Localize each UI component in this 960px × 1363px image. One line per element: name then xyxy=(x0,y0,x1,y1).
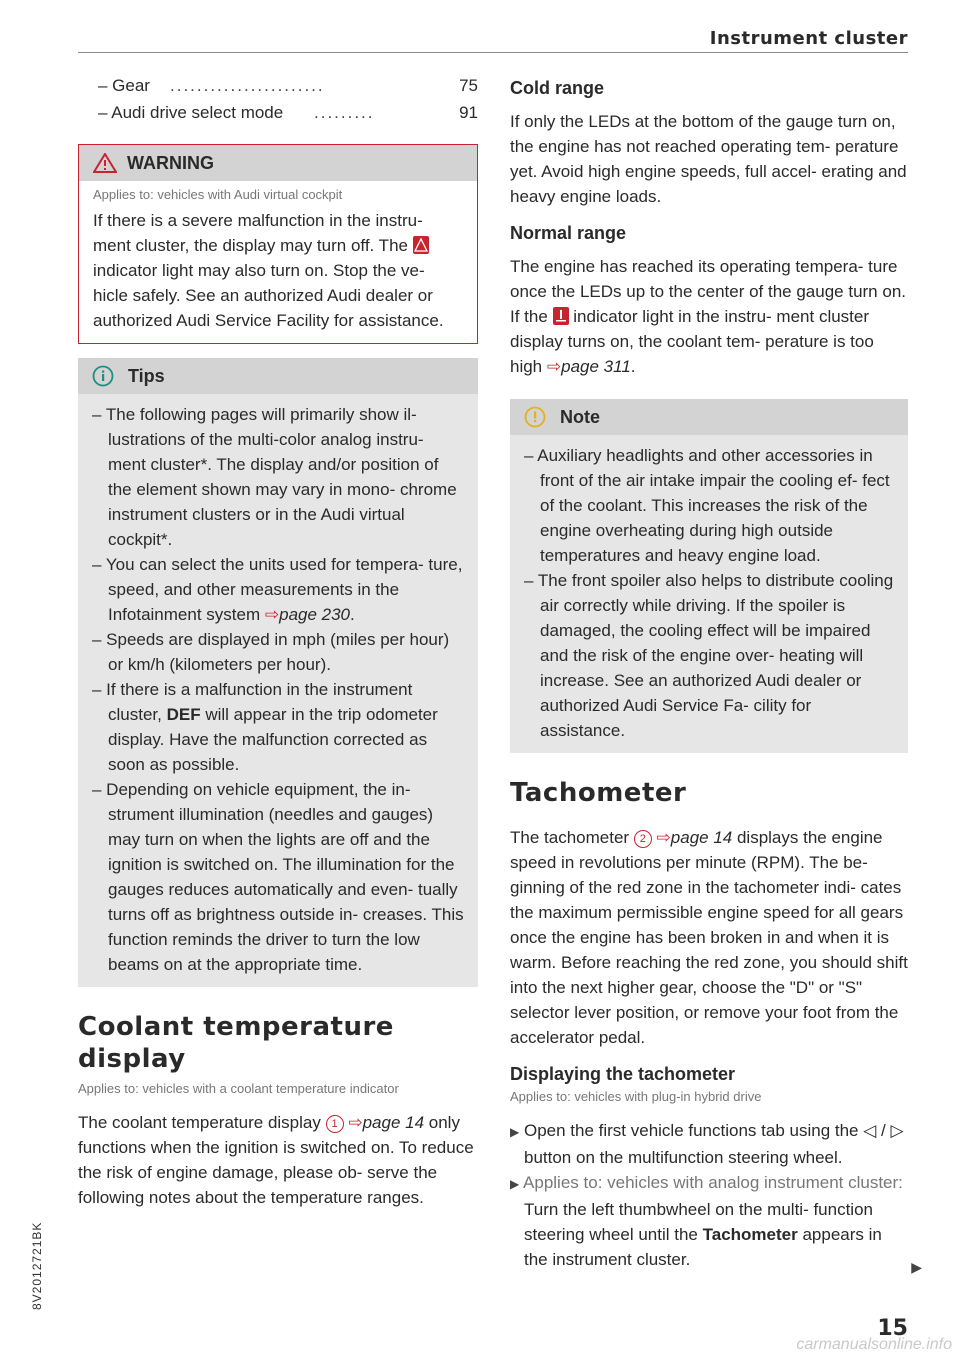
info-icon xyxy=(92,365,114,387)
right-column xyxy=(510,76,908,1272)
toc-label: – Audi drive select mode xyxy=(98,103,284,122)
tips-def-bold: DEF xyxy=(166,705,201,724)
step2-text-a: Turn the left thumbwheel on the multi- function steering wheel until the xyxy=(524,1200,873,1244)
list-item: – Depending on vehicle equipment, the in- strument illumination (needles and gauges) may turn on when the lights are off and the ignition is switched on. The illumination for the gauges reduces automatically and even- tually turns off as brightness outside in- creases. This function reminds the driver to turn the low beams on at the appropriate time. xyxy=(92,780,464,974)
note-box xyxy=(510,399,908,753)
toc-dots: ......... xyxy=(314,103,375,122)
tips-header xyxy=(78,358,478,394)
left-column xyxy=(78,76,478,1210)
note-exclamation-icon xyxy=(524,406,546,428)
warning-text xyxy=(79,202,477,343)
tips-units-text: – You can select the units used for tempera- ture, speed, and other measurements in the Infotainment system xyxy=(92,555,463,624)
cold-heading: Cold range xyxy=(510,78,605,98)
list-item xyxy=(92,677,464,777)
tips-def-text-b: will appear in the trip odometer display. Have the malfunction corrected as soon as possible. xyxy=(108,705,438,774)
step1-text: Open the first vehicle functions tab using the ◁ / ▷ button on the multifunction steering wheel. xyxy=(523,1121,904,1167)
warning-applies: Applies to: vehicles with Audi virtual cockpit xyxy=(93,187,343,202)
note-title: Note xyxy=(560,406,600,427)
coolant-heading: Coolant temperature display xyxy=(78,1012,394,1074)
tacho-text-b: displays the engine speed in revolutions per minute (RPM). The be- ginning of the red zone in the tachometer indi- cates the maximum permissible engine speed for all gears once the engine has been broken in and when it is warm. Before reaching the red zone, you should shift into the next higher gear, choose the "D" or "S" selector lever position, or remove your foot from the accelerator pedal. xyxy=(510,828,908,1047)
normal-heading: Normal range xyxy=(510,223,627,243)
warning-triangle-icon xyxy=(93,153,117,173)
coolant-applies: Applies to: vehicles with a coolant temperature indicator xyxy=(78,1081,399,1096)
coolant-text-b: only functions when the ignition is switched on. To reduce the risk of engine damage, please ob- serve the following notes about the temperature ranges. xyxy=(78,1113,474,1207)
list-item: – Speeds are displayed in mph (miles per hour) or km/h (kilometers per hour). xyxy=(92,630,450,674)
warning-header xyxy=(79,145,477,181)
page-number: 15 xyxy=(877,1316,908,1341)
warning-text-b: indicator light may also turn on. Stop the ve- hicle safely. See an authorized Audi dealer or authorized Audi Service Facility for assistance. xyxy=(93,261,444,330)
bullet-triangle-icon: ▶ xyxy=(510,1125,520,1139)
page-ref-link[interactable]: page 14 xyxy=(670,828,733,847)
tachometer-text xyxy=(510,825,908,1050)
arrow-right-icon: ⇨ xyxy=(264,605,280,624)
list-item: – The following pages will primarily show il- lustrations of the multi-color analog instru- ment cluster*. The display and/or position of the element shown may vary in mono- chrome instrument clusters or in the Audi virtual cockpit*. xyxy=(92,405,457,549)
toc-page: 75 xyxy=(459,76,478,95)
list-item: – Auxiliary headlights and other accessories in front of the air intake impair the cooling ef- fect of the coolant. This increases the risk of the engine overheating during high outside temperatures and heavy engine load. xyxy=(524,446,890,565)
display-tacho-heading: Displaying the tachometer xyxy=(510,1064,736,1084)
coolant-text xyxy=(78,1110,478,1210)
normal-text-a: The engine has reached its operating tempera- ture once the LEDs up to the center of the gauge turn on. If the xyxy=(510,257,906,326)
warning-title: WARNING xyxy=(127,152,214,173)
note-header xyxy=(510,399,908,435)
coolant-text-a: The coolant temperature display xyxy=(78,1113,321,1132)
list-item: – The front spoiler also helps to distribute cooling air correctly while driving. If the spoiler is damaged, the cooling effect will be impaired and the risk of the engine over- heating will increase. See an authorized Audi dealer or authorized Audi Service Fa- cility for assistance. xyxy=(524,571,894,740)
warning-indicator-icon xyxy=(413,236,429,254)
note-list xyxy=(510,435,908,753)
page-ref-link[interactable]: page 311 xyxy=(561,357,631,376)
step-item xyxy=(510,1170,908,1272)
normal-text-b: indicator light in the instru- ment cluster display turns on, the coolant tem- perature is too high xyxy=(510,307,874,376)
page-header xyxy=(78,24,908,53)
tips-box xyxy=(78,358,478,987)
cold-text: If only the LEDs at the bottom of the gauge turn on, the engine has not reached operating tem- perature yet. Avoid high engine speeds, full accel- erating and heavy engine loads. xyxy=(510,112,907,206)
page-ref-link[interactable]: page 230 xyxy=(279,605,351,624)
toc-page: 91 xyxy=(459,103,478,122)
watermark: carmanualsonline.info xyxy=(796,1336,952,1353)
step-item xyxy=(510,1118,908,1170)
list-item xyxy=(92,552,464,627)
callout-number: 1 xyxy=(326,1115,344,1133)
step2-bold: Tachometer xyxy=(702,1225,798,1244)
tachometer-heading: Tachometer xyxy=(510,778,687,808)
toc-label: – Gear xyxy=(98,76,150,95)
bullet-triangle-icon: ▶ xyxy=(510,1177,520,1191)
tacho-text-a: The tachometer xyxy=(510,828,630,847)
toc-entry-drive-select[interactable] xyxy=(78,103,478,130)
arrow-right-icon: ⇨ xyxy=(656,828,671,847)
header-title: Instrument cluster xyxy=(709,28,908,49)
toc-entry-gear[interactable] xyxy=(78,76,478,103)
normal-text-c: . xyxy=(630,357,636,376)
step2-applies: Applies to: vehicles with analog instrument cluster: xyxy=(523,1173,903,1192)
coolant-indicator-icon xyxy=(553,307,569,325)
warning-box xyxy=(78,144,478,344)
tips-title: Tips xyxy=(128,365,165,386)
tips-list xyxy=(78,394,478,987)
callout-number: 2 xyxy=(634,830,652,848)
display-tacho-applies: Applies to: vehicles with plug-in hybrid drive xyxy=(510,1089,762,1104)
warning-text-a: If there is a severe malfunction in the instru- ment cluster, the display may turn off. The xyxy=(93,211,423,255)
page-ref-link[interactable]: page 14 xyxy=(362,1113,425,1132)
continue-arrow-icon: ▶ xyxy=(911,1259,922,1275)
side-code: 8V2012721BK xyxy=(30,1221,44,1310)
arrow-right-icon: ⇨ xyxy=(348,1113,363,1132)
toc-dots: ....................... xyxy=(170,76,325,95)
arrow-right-icon: ⇨ xyxy=(546,357,562,376)
step2-text-b: appears in the instrument cluster. xyxy=(524,1225,882,1269)
normal-text xyxy=(510,254,908,379)
tips-units-end: . xyxy=(350,605,355,624)
tips-def-text: – If there is a malfunction in the instrument cluster, xyxy=(92,680,413,724)
